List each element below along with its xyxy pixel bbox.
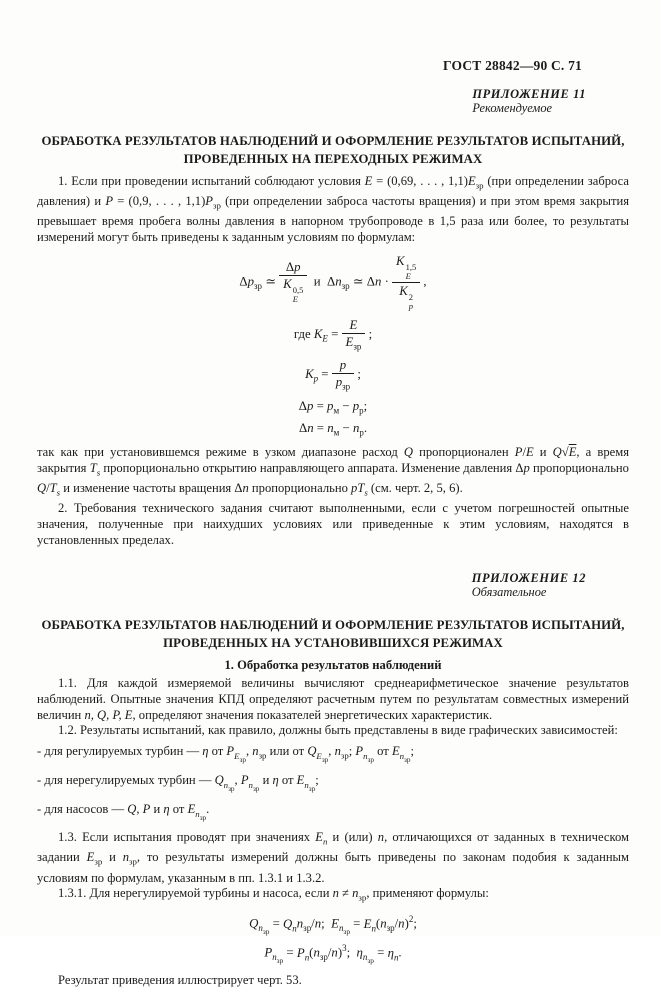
paragraph-continuation: так как при установившемся режиме в узком диапазоне расход Q пропорционален P/E и Q√E, а время закрытия $T_s$ пропорционально открытию направляющего аппарата. Изменение давления Δp пропорционально $Q/T_s$ и изменение частоты вращения Δn пропорционально $pT_s$ (см. черт. 2, 5, 6).	[37, 445, 629, 498]
appendix-11-title-line2: ПРОВЕДЕННЫХ НА ПЕРЕХОДНЫХ РЕЖИМАХ	[183, 151, 483, 166]
appendix-11-kind: Рекомендуемое	[472, 101, 553, 115]
appendix-11-title	[37, 133, 629, 168]
appendix-12-kind: Обязательное	[471, 585, 547, 600]
list-item-unregulated-turbines: - для нерегулируемых турбин — $Q_{n_{зр}}$, $P_{n_{зр}}$ и η от $E_{n_{зр}}$;	[37, 773, 319, 793]
formula-1-3-1-line2: $P_{n_{зр}} = P_n(n_{зр}/n)^3$; $\eta_{n_{зр}} = \eta_n$.	[264, 943, 402, 966]
doc-reference: ГОСТ 28842—90 С. 71	[443, 58, 582, 73]
list-item-pumps: - для насосов — Q, P и η от $E_{n_{зр}}$.	[37, 802, 210, 822]
appendix-12-title	[37, 617, 629, 652]
section-1-heading: 1. Обработка результатов наблюдений	[224, 658, 442, 673]
appendix-12-title-line2: ПРОВЕДЕННЫХ НА УСТАНОВИВШИХСЯ РЕЖИМАХ	[163, 635, 503, 650]
paragraph-1-1: 1.1. Для каждой измеряемой величины вычисляют среднеарифметическое значение результатов наблюдений. Опытные значения КПД определяют расчетным путем по результатам совместных измерений величин n, Q, P, E, определяют значения показателей энергетических характеристик.	[37, 676, 629, 722]
appendix-12-title-line1: ОБРАБОТКА РЕЗУЛЬТАТОВ НАБЛЮДЕНИЙ И ОФОРМЛЕНИЕ РЕЗУЛЬТАТОВ ИСПЫТАНИЙ,	[41, 618, 625, 633]
closing-note: Результат приведения иллюстрирует черт. 53.	[58, 973, 302, 988]
appendix-11-label: ПРИЛОЖЕНИЕ 11	[472, 87, 586, 101]
formula-kp: $K_p$ = $\frac{p}{p_{зр}}$ ;	[305, 357, 361, 392]
formula-delta-n: $\Delta n = n_м - n_р$.	[298, 421, 368, 438]
appendix-11-title-line1: ОБРАБОТКА РЕЗУЛЬТАТОВ НАБЛЮДЕНИЙ И ОФОРМЛЕНИЕ РЕЗУЛЬТАТОВ ИСПЫТАНИЙ,	[41, 134, 625, 148]
formula-delta-p: $\Delta p = p_м - p_р$;	[298, 399, 368, 416]
paragraph-1: 1. Если при проведении испытаний соблюдают условия E = (0,69, . . . , $1,1)E_{зр}$ (при определении заброса давления) и P = (0,9, . . . , $1,1)P_{зр}$ (при определении заброса частоты вращения) и при этом время закрытия превышает время пробега волны давления в напорном трубопроводе в 1,5 раза или более, то результаты измерений могут быть приведены к заданным условиям по формулам:	[37, 174, 630, 245]
paragraph-1-2: 1.2. Результаты испытаний, как правило, должны быть представлены в виде графических зависимостей:	[58, 723, 618, 738]
paragraph-1-3-1: 1.3.1. Для нерегулируемой турбины и насоса, если $n \ne n_{зр}$, применяют формулы:	[58, 886, 489, 903]
formula-ke: где $K_E$ = $\frac{E}{E_{зр}}$ ;	[293, 317, 373, 352]
appendix-11-caption	[472, 88, 586, 115]
paragraph-2: 2. Требования технического задания считают выполненными, если с учетом погрешностей опытные значения, полученные при наихудших условиях или приведенные к этим условиям, находятся в установленных пределах.	[37, 501, 629, 547]
formula-1-3-1-line1: $Q_{n_{зр}} = Q_nn_{зр}/n$; $E_{n_{зр}} = E_n(n_{зр}/n)^2$;	[249, 914, 417, 937]
appendix-12-caption	[472, 572, 586, 599]
appendix-12-label: ПРИЛОЖЕНИЕ 12	[471, 571, 586, 586]
formula-main: $\Delta p_{зр}$ ≃ Δp K 0,5 E и $\Delta n_{зр}$ ≃ Δn · K 1,5 E K 2 p ,	[239, 253, 427, 311]
paragraph-1-3: 1.3. Если испытания проводят при значениях $E_n$ и (или) n, отличающихся от заданных в техническом задании $E_{зр}$ и $n_{зр}$, то результаты измерений должны быть приведены по законам подобия к заданным условиям по формулам, указанным в пп. 1.3.1 и 1.3.2.	[37, 830, 629, 885]
list-item-regulated-turbines: - для регулируемых турбин — η от $P_{E_{зр}}$, $n_{зр}$ или от $Q_{E_{зр}}$, $n_{зр}$; $P_{n_{зр}}$ от $E_{n_{зр}}$;	[37, 744, 415, 764]
